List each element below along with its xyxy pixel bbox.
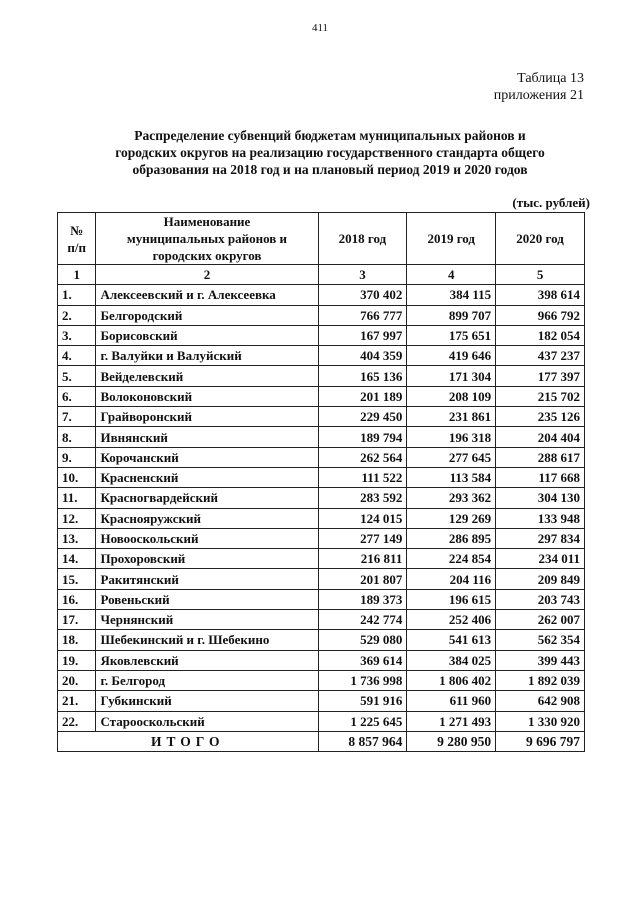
table-row (58, 386, 585, 406)
row-number: 18. (58, 630, 96, 650)
value-2020: 399 443 (496, 650, 585, 670)
district-name: Ивнянский (96, 427, 318, 447)
value-2019: 208 109 (407, 386, 496, 406)
value-2018: 216 811 (318, 549, 407, 569)
title-line2: городских округов на реализацию государственного стандарта общего (115, 145, 545, 160)
value-2020: 215 702 (496, 386, 585, 406)
value-2018: 242 774 (318, 610, 407, 630)
table-row (58, 508, 585, 528)
value-2020: 203 743 (496, 589, 585, 609)
value-2019: 384 115 (407, 285, 496, 305)
header-name-line3: городских округов (152, 248, 262, 263)
col-number-5: 5 (496, 265, 585, 285)
table-row (58, 488, 585, 508)
row-number: 14. (58, 549, 96, 569)
header-2018: 2018 год (318, 213, 407, 265)
table-ref-line1: Таблица 13 (517, 71, 584, 86)
table-body (58, 285, 585, 732)
value-2020: 209 849 (496, 569, 585, 589)
value-2019: 171 304 (407, 366, 496, 386)
table-ref-line2: приложения 21 (493, 88, 584, 103)
value-2019: 1 271 493 (407, 711, 496, 731)
value-2020: 437 237 (496, 346, 585, 366)
value-2018: 1 225 645 (318, 711, 407, 731)
row-number: 2. (58, 305, 96, 325)
row-number: 5. (58, 366, 96, 386)
district-name: Алексеевский и г. Алексеевка (96, 285, 318, 305)
value-2019: 196 615 (407, 589, 496, 609)
title-line3: образования на 2018 год и на плановый период 2019 и 2020 годов (132, 162, 528, 177)
row-number: 13. (58, 528, 96, 548)
row-number: 7. (58, 407, 96, 427)
value-2018: 229 450 (318, 407, 407, 427)
district-name: Корочанский (96, 447, 318, 467)
header-name-line1: Наименование (163, 214, 251, 229)
row-number: 6. (58, 386, 96, 406)
district-name: г. Валуйки и Валуйский (96, 346, 318, 366)
table-row (58, 569, 585, 589)
total-2019: 9 280 950 (407, 731, 496, 751)
value-2020: 562 354 (496, 630, 585, 650)
value-2018: 189 373 (318, 589, 407, 609)
value-2020: 182 054 (496, 325, 585, 345)
value-2018: 1 736 998 (318, 670, 407, 690)
district-name: Ракитянский (96, 569, 318, 589)
table-row (58, 427, 585, 447)
row-number: 8. (58, 427, 96, 447)
header-no-line1: № (70, 222, 84, 238)
district-name: Красногвардейский (96, 488, 318, 508)
district-name: Краснояружский (96, 508, 318, 528)
table-header-row (58, 213, 585, 265)
header-no-line2: п/п (67, 239, 87, 255)
district-name: Белгородский (96, 305, 318, 325)
row-number: 22. (58, 711, 96, 731)
row-number: 17. (58, 610, 96, 630)
total-2018: 8 857 964 (318, 731, 407, 751)
value-2019: 196 318 (407, 427, 496, 447)
value-2020: 288 617 (496, 447, 585, 467)
value-2019: 899 707 (407, 305, 496, 325)
table-row (58, 285, 585, 305)
header-2020: 2020 год (496, 213, 585, 265)
table-row (58, 407, 585, 427)
value-2019: 541 613 (407, 630, 496, 650)
value-2019: 204 116 (407, 569, 496, 589)
value-2019: 286 895 (407, 528, 496, 548)
row-number: 20. (58, 670, 96, 690)
district-name: Борисовский (96, 325, 318, 345)
value-2018: 201 189 (318, 386, 407, 406)
header-no (58, 213, 96, 265)
value-2020: 204 404 (496, 427, 585, 447)
value-2018: 189 794 (318, 427, 407, 447)
table-row (58, 467, 585, 487)
row-number: 4. (58, 346, 96, 366)
table-row (58, 528, 585, 548)
value-2019: 231 861 (407, 407, 496, 427)
value-2020: 966 792 (496, 305, 585, 325)
district-name: Новооскольский (96, 528, 318, 548)
row-number: 10. (58, 467, 96, 487)
value-2020: 304 130 (496, 488, 585, 508)
district-name: Губкинский (96, 691, 318, 711)
table-row (58, 691, 585, 711)
district-name: Яковлевский (96, 650, 318, 670)
value-2019: 113 584 (407, 467, 496, 487)
table-reference (494, 70, 584, 104)
value-2019: 129 269 (407, 508, 496, 528)
col-number-1: 1 (58, 265, 96, 285)
value-2019: 175 651 (407, 325, 496, 345)
value-2018: 370 402 (318, 285, 407, 305)
district-name: Прохоровский (96, 549, 318, 569)
value-2020: 398 614 (496, 285, 585, 305)
row-number: 16. (58, 589, 96, 609)
table-row (58, 650, 585, 670)
row-number: 21. (58, 691, 96, 711)
header-name (96, 213, 318, 265)
district-name: г. Белгород (96, 670, 318, 690)
value-2018: 201 807 (318, 569, 407, 589)
row-number: 3. (58, 325, 96, 345)
value-2020: 235 126 (496, 407, 585, 427)
district-name: Волоконовский (96, 386, 318, 406)
value-2020: 642 908 (496, 691, 585, 711)
value-2018: 283 592 (318, 488, 407, 508)
district-name: Шебекинский и г. Шебекино (96, 630, 318, 650)
value-2018: 262 564 (318, 447, 407, 467)
total-2020: 9 696 797 (496, 731, 585, 751)
table-row (58, 325, 585, 345)
table-row (58, 711, 585, 731)
value-2019: 1 806 402 (407, 670, 496, 690)
row-number: 15. (58, 569, 96, 589)
value-2020: 297 834 (496, 528, 585, 548)
value-2018: 369 614 (318, 650, 407, 670)
value-2018: 277 149 (318, 528, 407, 548)
total-row (58, 731, 585, 751)
row-number: 1. (58, 285, 96, 305)
value-2019: 384 025 (407, 650, 496, 670)
col-number-2: 2 (96, 265, 318, 285)
table-row (58, 366, 585, 386)
value-2020: 1 330 920 (496, 711, 585, 731)
table-row (58, 610, 585, 630)
value-2020: 117 668 (496, 467, 585, 487)
value-2019: 293 362 (407, 488, 496, 508)
row-number: 11. (58, 488, 96, 508)
table-row (58, 305, 585, 325)
page-number: 411 (311, 22, 329, 34)
units-label: (тыс. рублей) (512, 195, 590, 210)
district-name: Старооскольский (96, 711, 318, 731)
district-name: Грайворонский (96, 407, 318, 427)
title-line1: Распределение субвенций бюджетам муниципальных районов и (134, 128, 526, 143)
district-name: Ровеньский (96, 589, 318, 609)
col-number-4: 4 (407, 265, 496, 285)
value-2020: 234 011 (496, 549, 585, 569)
value-2019: 224 854 (407, 549, 496, 569)
value-2020: 1 892 039 (496, 670, 585, 690)
document-title (70, 127, 590, 178)
col-number-3: 3 (318, 265, 407, 285)
value-2020: 177 397 (496, 366, 585, 386)
value-2020: 262 007 (496, 610, 585, 630)
value-2018: 529 080 (318, 630, 407, 650)
row-number: 19. (58, 650, 96, 670)
value-2019: 277 645 (407, 447, 496, 467)
district-name: Красненский (96, 467, 318, 487)
table-row (58, 670, 585, 690)
value-2018: 766 777 (318, 305, 407, 325)
value-2020: 133 948 (496, 508, 585, 528)
value-2018: 124 015 (318, 508, 407, 528)
value-2018: 404 359 (318, 346, 407, 366)
table-row (58, 447, 585, 467)
column-number-row (58, 265, 585, 285)
district-name: Вейделевский (96, 366, 318, 386)
value-2018: 111 522 (318, 467, 407, 487)
row-number: 9. (58, 447, 96, 467)
table-row (58, 346, 585, 366)
district-name: Чернянский (96, 610, 318, 630)
value-2019: 252 406 (407, 610, 496, 630)
subvention-table (57, 212, 585, 752)
total-label: ИТОГО (58, 731, 319, 751)
table-row (58, 549, 585, 569)
header-2019: 2019 год (407, 213, 496, 265)
table-row (58, 630, 585, 650)
table-row (58, 589, 585, 609)
value-2018: 165 136 (318, 366, 407, 386)
value-2019: 419 646 (407, 346, 496, 366)
row-number: 12. (58, 508, 96, 528)
header-name-line2: муниципальных районов и (126, 231, 288, 246)
value-2019: 611 960 (407, 691, 496, 711)
value-2018: 167 997 (318, 325, 407, 345)
value-2018: 591 916 (318, 691, 407, 711)
